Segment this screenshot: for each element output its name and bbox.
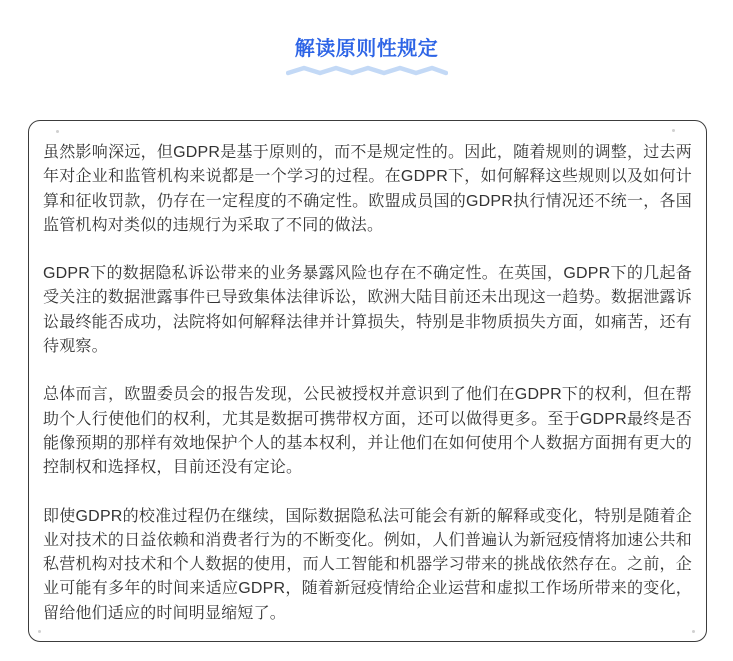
section-header	[0, 38, 733, 60]
content-card	[28, 120, 707, 642]
corner-speck	[38, 630, 41, 633]
corner-speck	[56, 130, 59, 133]
paragraph-future-changes: 即使GDPR的校准过程仍在继续，国际数据隐私法可能会有新的解释或变化，特别是随着企业对技术的日益依赖和消费者行为的不断变化。例如，人们普遍认为新冠疫情将加速公共和私营机构对技术和个人数据的使用，而人工智能和机器学习带来的挑战依然存在。之前，企业可能有多年的时间来适应GDPR，随着新冠疫情给企业运营和虚拟工作场所带来的变化，留给他们适应的时间明显缩短了。	[43, 507, 692, 622]
corner-speck	[672, 129, 675, 132]
corner-speck	[692, 630, 695, 633]
section-title: 解读原则性规定	[294, 38, 439, 60]
wave-underline-icon	[286, 64, 448, 76]
paragraph-gdpr-principles: 虽然影响深远，但GDPR是基于原则的，而不是规定性的。因此，随着规则的调整，过去两年对企业和监管机构来说都是一个学习的过程。在GDPR下，如何解释这些规则以及如何计算和征收罚款，仍存在一定程度的不确定性。欧盟成员国的GDPR执行情况还不统一，各国监管机构对类似的违规行为采取了不同的做法。	[43, 144, 692, 234]
paragraph-eu-commission-report: 总体而言，欧盟委员会的报告发现，公民被授权并意识到了他们在GDPR下的权利，但在帮助个人行使他们的权利，尤其是数据可携带权方面，还可以做得更多。至于GDPR最终是否能像预期的那样有效地保护个人的基本权利，并让他们在如何使用个人数据方面拥有更大的控制权和选择权，目前还没有定论。	[43, 386, 692, 477]
paragraph-privacy-litigation: GDPR下的数据隐私诉讼带来的业务暴露风险也存在不确定性。在英国，GDPR下的几起备受关注的数据泄露事件已导致集体法律诉讼，欧洲大陆目前还未出现这一趋势。数据泄露诉讼最终能否成功，法院将如何解释法律并计算损失，特别是非物质损失方面，如痛苦，还有待观察。	[43, 265, 692, 356]
